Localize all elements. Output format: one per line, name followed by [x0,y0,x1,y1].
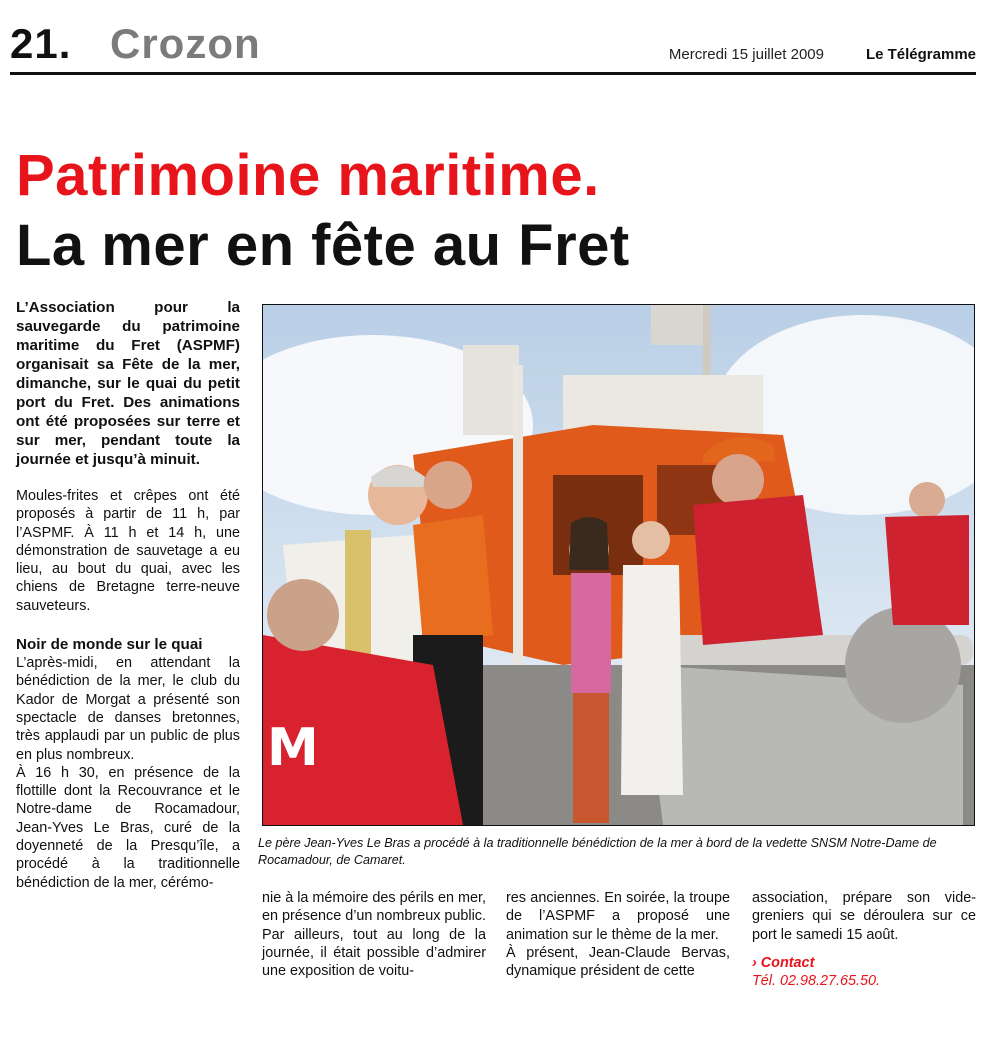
article-paragraph: nie à la mémoire des périls en mer, en présence d’un nombreux public. [262,890,486,925]
article-paragraph: L’après-midi, en attendant la bénédiction de la mer, le club du Kador de Morgat a présenté son spectacle de danses bretonnes, très applaudi par un public de plus en plus nombreux. [16,655,240,763]
section-title: Crozon [110,20,261,67]
header-rule [10,72,976,75]
page-number: 21. [10,20,72,67]
article-paragraph: À 16 h 30, en présence de la flottille dont la Recouvrance et le Notre-dame de Rocamadour, Jean-Yves Le Bras, curé de la doyenneté de la Presqu’île, a procédé à la traditionnelle bénédiction de la mer, cérémo- [16,764,240,891]
article-kicker: Patrimoine maritime. [16,143,600,208]
newspaper-name: Le Télégramme [865,46,976,63]
article-lead: L’Association pour la sauvegarde du patrimoine maritime du Fret (ASPMF) organisait sa Fête de la mer, dimanche, sur le quai du petit port du Fret. Des animations ont été proposées sur terre et sur mer, pendant toute la journée et jusqu’à minuit. [16,299,240,468]
issue-date: Mercredi 15 juillet 2009 [668,46,824,63]
article-column-1 [16,298,240,892]
article-paragraph: Moules-frites et crêpes ont été proposés à partir de 11 h, par l’ASPMF. À 11 h et 14 h, une démonstration de sauvetage a eu lieu, au bout du quai, avec les chiens de Bretagne terre-neuve sauveteurs. [16,488,240,614]
article-headline: La mer en fête au Fret [16,213,630,278]
article-paragraph: Par ailleurs, tout au long de la journée, il était possible d’admirer une exposition de voitu- [262,926,486,980]
article-column-4 [752,889,976,990]
contact-label: › Contact [752,954,815,971]
page-header [10,18,976,74]
article-paragraph: res anciennes. En soirée, la troupe de l’ASPMF a proposé une animation sur le thème de la mer. [506,890,730,943]
article-paragraph: À présent, Jean-Claude Bervas, dynamique président de cette [506,944,730,980]
article-intertitle: Noir de monde sur le quai [16,636,203,654]
article-paragraph: association, prépare son vide-greniers qui se déroulera sur ce port le samedi 15 août. [752,890,976,943]
contact-phone: Tél. 02.98.27.65.50. [752,973,881,990]
photo-jacket-lettering: M [267,718,319,778]
article-column-3 [506,889,730,980]
article-column-2 [262,889,486,980]
article-photo [262,304,975,826]
photo-caption: Le père Jean-Yves Le Bras a procédé à la traditionnelle bénédiction de la mer à bord de la vedette SNSM Notre-Dame de Rocamadour, de Camaret. [258,836,937,867]
